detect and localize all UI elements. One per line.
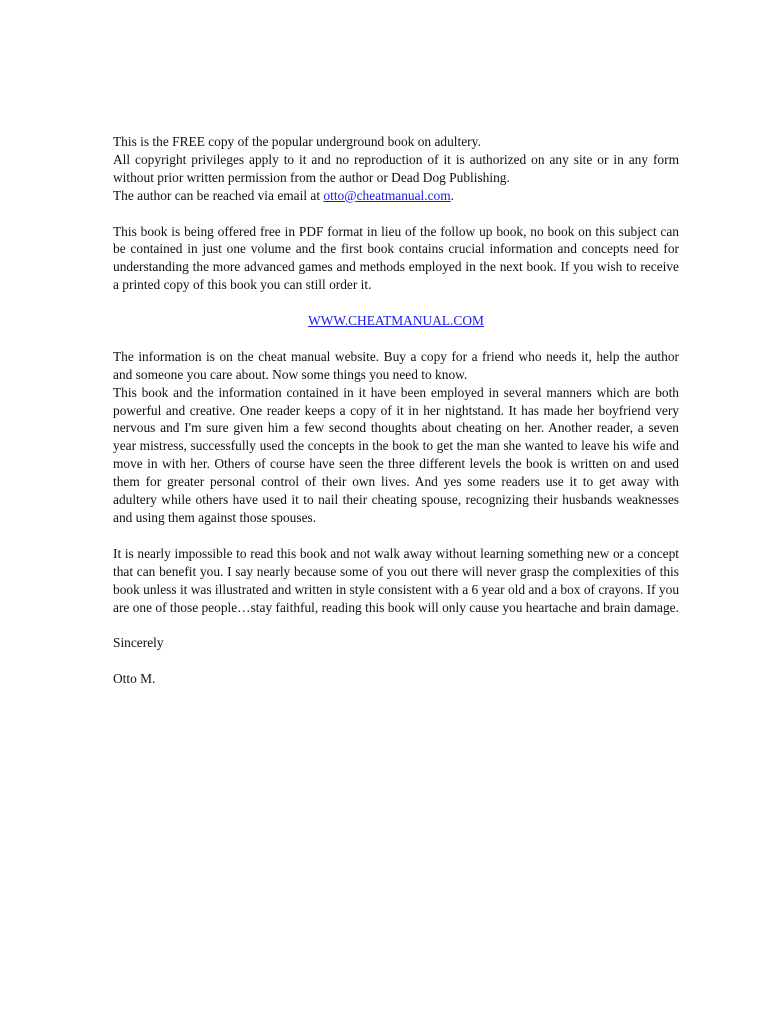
copyright-notice: All copyright privileges apply to it and no reproduction of it is authorized on any site or in any form without prior written permission from the author or Dead Dog Publishing. — [113, 151, 679, 185]
contact-suffix: . — [450, 187, 455, 203]
intro-line: This is the FREE copy of the popular underground book on adultery. — [113, 134, 481, 149]
paragraph-gap — [113, 652, 679, 670]
signature: Otto M. — [113, 671, 156, 687]
document-page — [113, 133, 679, 688]
contact-line — [113, 187, 679, 205]
paragraph-gap — [113, 616, 679, 634]
paragraph-gap — [113, 330, 679, 348]
website-line — [113, 312, 679, 330]
email-link[interactable]: otto@cheatmanual.com — [323, 187, 451, 203]
offer-paragraph: This book is being offered free in PDF format in lieu of the follow up book, no book on this subject can be contained in just one volume and the first book contains crucial information and concepts need for understanding the more advanced games and methods employed in the next book. If you wish to receive a printed copy of this book you can still order it. — [113, 223, 679, 293]
warning-paragraph: It is nearly impossible to read this book and not walk away without learning something new or a concept that can benefit you. I say nearly because some of you out there will never grasp the complexities of this book unless it was illustrated and written in style consistent with a 6 year old and a box of crayons. If you are one of those people…stay faithful, reading this book will only cause you heartache and brain damage. — [113, 545, 680, 615]
contact-prefix: The author can be reached via email at — [113, 187, 324, 203]
paragraph-gap — [113, 205, 679, 223]
closing-salutation: Sincerely — [113, 635, 164, 651]
paragraph-gap — [113, 527, 679, 545]
info-paragraph: The information is on the cheat manual website. Buy a copy for a friend who needs it, help the author and someone you care about. Now some things you need to know. — [113, 348, 679, 382]
usage-paragraph: This book and the information contained in it have been employed in several manners which are both powerful and creative. One reader keeps a copy of it in her nightstand. It has made her boyfriend very nervous and I'm sure given him a few second thoughts about cheating on her. Another reader, a seven year mistress, successfully used the concepts in the book to get the man she wanted to leave his wife and move in with her. Others of course have seen the three different levels the book is written on and used them for greater personal control of their own lives. And yes some readers use it to get away with adultery while others have used it to nail their cheating spouse, recognizing their husbands weaknesses and using them against those spouses. — [113, 384, 679, 525]
website-link[interactable]: WWW.CHEATMANUAL.COM — [308, 313, 484, 329]
paragraph-gap — [113, 294, 679, 312]
